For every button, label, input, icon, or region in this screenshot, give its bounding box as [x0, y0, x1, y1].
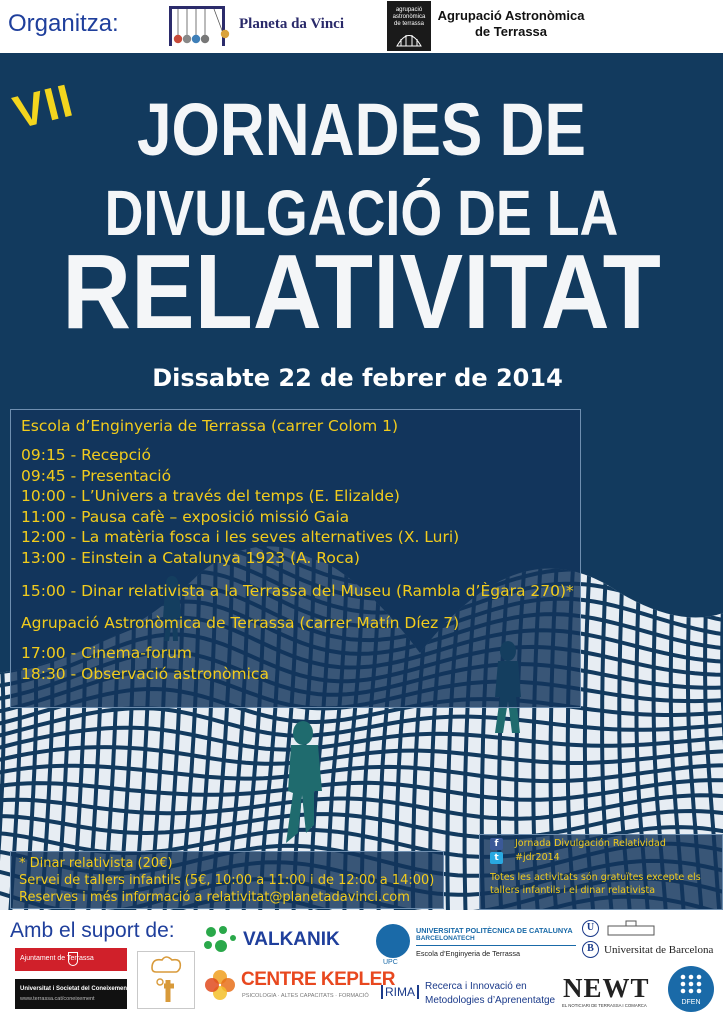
kepler-subtitle: PSICOLOGIA · ALTES CAPACITATS · FORMACIÓ: [242, 993, 369, 999]
ub-u-mark: U: [582, 920, 599, 937]
free-activities-note: [490, 871, 722, 897]
program-box: [10, 409, 581, 708]
rima-line-1: Recerca i Innovació en: [425, 981, 527, 992]
newt-logo: [561, 973, 667, 1009]
rima-abbr: RIMA: [381, 985, 419, 999]
newt-subtitle: EL NOTICIARI DE TERRASSA I COMARCA: [562, 1003, 647, 1008]
upc-line-2: BARCELONATECH: [416, 935, 475, 942]
program-item: 12:00 - La matèria fosca i les seves alternatives (X. Luri): [21, 528, 460, 547]
support-label: Amb el suport de:: [10, 919, 175, 942]
social-box: [479, 834, 723, 910]
info-box: [10, 851, 444, 909]
newt-name: NEWT: [563, 973, 650, 1003]
edition-number: VII: [8, 73, 79, 139]
aat-logo: [387, 1, 431, 51]
planeta-da-vinci-logo: [163, 3, 373, 49]
upc-line-3: Escola d’Enginyeria de Terrassa: [416, 949, 521, 958]
ub-b-mark: B: [582, 941, 599, 958]
spacer: [21, 569, 580, 581]
free-note-line-1: Totes les activitats són gratuïtes excepte els: [490, 872, 701, 883]
facebook-line: [490, 837, 722, 851]
dfen-dots-icon: [679, 973, 703, 995]
kepler-name: CENTRE KEPLER: [241, 969, 395, 990]
event-date: Dissabte 22 de febrer de 2014: [152, 364, 563, 392]
workshop-info: Servei de tallers infantils (5€, 10:00 a 11:00 i de 12:00 a 14:00): [19, 873, 435, 888]
kepler-logo: [203, 968, 395, 1006]
usc-line-1: Universitat i Societat del Coneixement: [20, 986, 130, 992]
twitter-line: [490, 851, 722, 865]
upc-logo: [376, 924, 581, 968]
valkanik-name: VALKANIK: [243, 929, 340, 950]
title-line-3: RELATIVITAT: [62, 233, 661, 351]
title-line-2: DIVULGACIÓ DE LA: [104, 177, 619, 249]
program-item: 09:15 - Recepció: [21, 446, 151, 464]
upc-line-1: UNIVERSITAT POLITÈCNICA DE CATALUNYA: [416, 926, 573, 935]
observatory-dome-icon: [395, 29, 423, 47]
poster: [0, 53, 723, 910]
reservations-contact[interactable]: Reserves i més informació a relativitat@planetadavinci.com: [19, 890, 410, 905]
chef-logo: [137, 951, 195, 1009]
rima-logo: [381, 977, 556, 1011]
program-item: 11:00 - Pausa cafè – exposició missió Gaia: [21, 507, 350, 526]
twitter-hashtag-link[interactable]: #jdr2014: [515, 852, 560, 863]
usc-line-2: www.terrassa.cat/coneixement: [20, 996, 95, 1002]
rima-line-2: Metodologies d’Aprenentatge: [425, 995, 556, 1006]
upc-divider: [416, 945, 576, 946]
sponsors-strip: [0, 910, 723, 1024]
ub-name: Universitat de Barcelona: [604, 944, 714, 956]
lunch-price: * Dinar relativista (20€): [19, 856, 173, 871]
free-note-line-2: tallers infantils i el dinar relativista: [490, 885, 656, 896]
program-item: 13:00 - Einstein a Catalunya 1923 (A. Roca): [21, 548, 360, 567]
aat-logo-text: agrupació astronòmica de terrassa: [392, 7, 426, 27]
twitter-icon: t: [490, 852, 503, 864]
dfen-logo: [668, 966, 714, 1012]
ub-logo: [582, 920, 722, 966]
ajuntament-name-a: [20, 955, 94, 962]
program-item: 10:00 - L’Univers a través del temps (E. Elizalde): [21, 487, 400, 506]
facebook-icon: f: [490, 838, 503, 850]
program-item: 18:30 - Observació astronòmica: [21, 664, 269, 683]
spacer: [21, 601, 580, 613]
title-line-1: JORNADES DE: [136, 88, 587, 171]
valkanik-logo: [203, 922, 353, 958]
ub-building-icon: [606, 920, 656, 936]
organizers-label: Organitza:: [8, 10, 119, 37]
kepler-flower-icon: [203, 968, 237, 1002]
chef-hat-icon: [138, 952, 194, 1008]
facebook-page-link[interactable]: Jornada Divulgación Relatividad: [515, 838, 666, 849]
upc-abbr: UPC: [383, 959, 398, 966]
program-lunch: 15:00 - Dinar relativista a la Terrassa del Museu (Rambla d’Ègara 270)*: [21, 581, 574, 600]
organizers-bar: [0, 0, 723, 52]
dfen-label: DFEN: [681, 999, 701, 1006]
program-item: 09:45 - Presentació: [21, 466, 172, 485]
newtons-cradle-icon: [163, 3, 231, 49]
ajuntament-logo: [15, 948, 127, 971]
ajuntament-name: Ajuntament de Terrassa: [20, 955, 94, 962]
program-item: 17:00 - Cinema-forum: [21, 644, 193, 663]
upc-seal: [376, 924, 410, 958]
usc-logo: [15, 979, 130, 1009]
venue-morning: Escola d’Enginyeria de Terrassa (carrer Colom 1): [21, 417, 399, 435]
aat-name: Agrupació Astronòmica de Terrassa: [437, 8, 585, 39]
valkanik-dots-icon: [203, 924, 239, 956]
planeta-da-vinci-name: Planeta da Vinci: [239, 16, 345, 32]
venue-evening: Agrupació Astronòmica de Terrassa (carrer Matín Díez 7): [21, 614, 460, 633]
